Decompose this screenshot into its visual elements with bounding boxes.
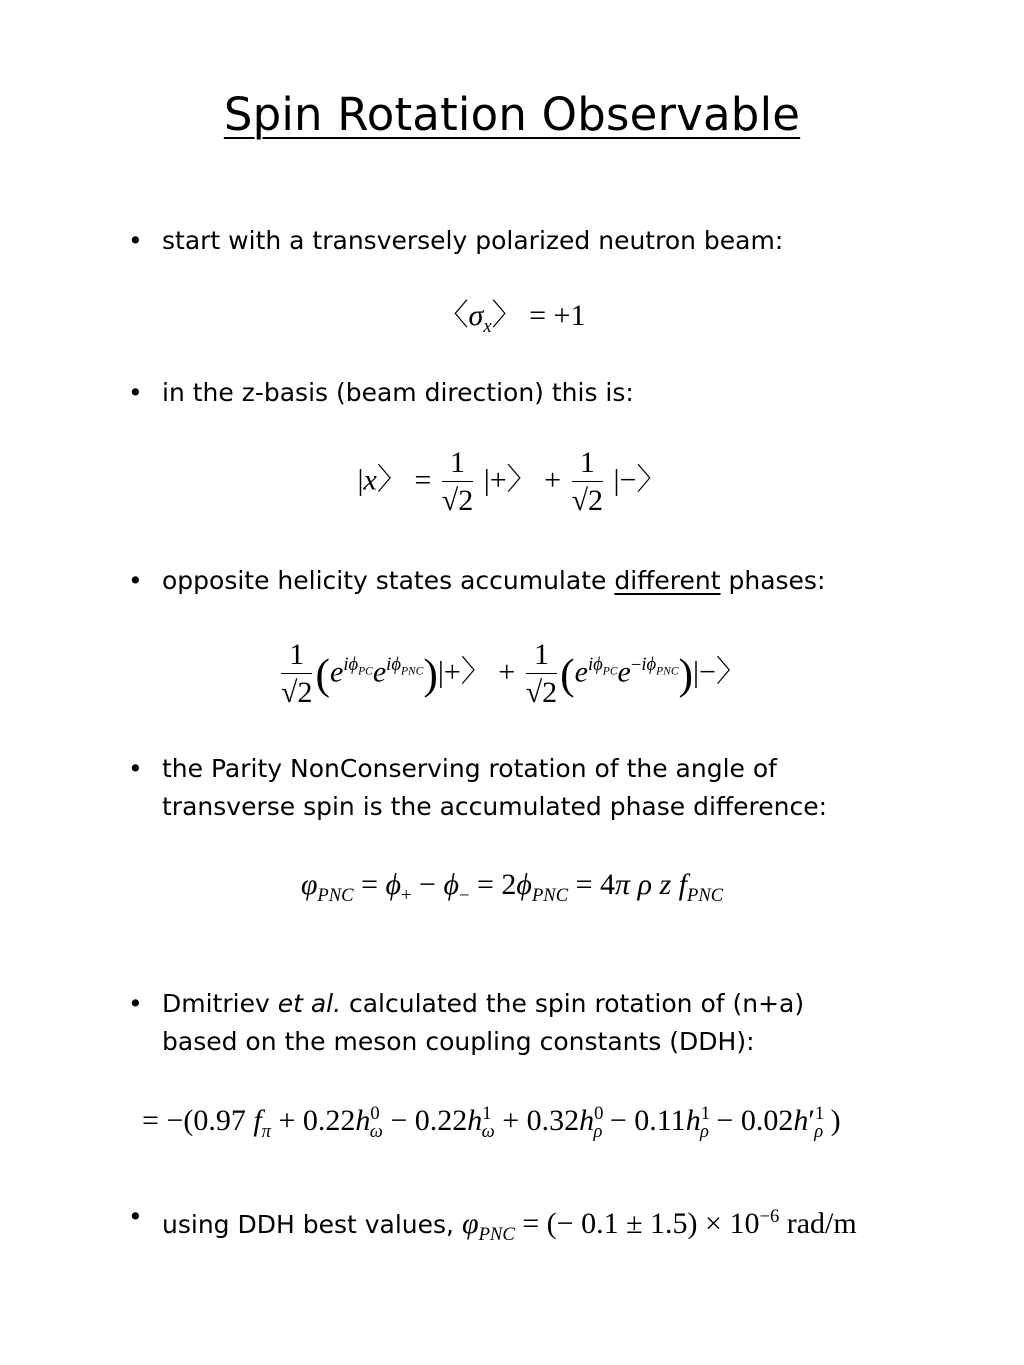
bullet-dot: • (128, 566, 143, 595)
bullet-text-line2: based on the meson coupling constants (DDH): (162, 1027, 755, 1056)
fraction: $\frac{1}{√2}$ (441, 446, 474, 517)
equation-helicity-phases: $\frac{1}{√2}$ $(e^{i\phi_{PC}}e^{i\phi_{PNC}})|+$〉 + $\frac{1}{√2}$ $(e^{i\phi_{PC}}e^{-i\phi_{PNC}})|-$〉 (0, 638, 1024, 711)
bullet-text-line2: transverse spin is the accumulated phase difference: (162, 792, 828, 821)
bullet-text: start with a transversely polarized neutron beam: (162, 226, 784, 255)
equation-sigma-x: 〈$\sigma_x$〉 = +1 (438, 299, 586, 337)
bullet-text: in the z-basis (beam direction) this is: (162, 378, 634, 407)
bullet-dot: • (128, 989, 143, 1018)
bullet-text-line1: the Parity NonConserving rotation of the angle of (162, 754, 777, 783)
bullet-dot: • (128, 226, 143, 255)
equation-sigma-x-rhs: = +1 (529, 299, 586, 332)
equation-ddh-best-value: $\varphi_{PNC}$ = (− $0.1 \pm 1.5) \times 10^{-6}$ rad/m (461, 1206, 857, 1245)
emphasis-different: different (614, 566, 721, 595)
fraction: $\frac{1}{√2}$ (525, 638, 558, 709)
bullet-text: using DDH best values, $\varphi_{PNC}$ = (− $0.1 \pm 1.5) \times 10^{-6}$ rad/m (162, 1206, 857, 1245)
equation-x-state: |x〉 = $\frac{1}{√2}$ |+〉 + $\frac{1}{√2}$ |−〉 (0, 446, 1024, 519)
bullet-dot: • (128, 1202, 143, 1231)
bullet-text-line1: Dmitriev et al. calculated the spin rotation of (n+a) (162, 989, 805, 1018)
bullet-dot: • (128, 378, 143, 407)
fraction: $\frac{1}{√2}$ (281, 638, 313, 709)
bullet-text: opposite helicity states accumulate different phases: (162, 566, 826, 595)
fraction: $\frac{1}{√2}$ (571, 446, 604, 517)
slide-title: Spin Rotation Observable (223, 88, 801, 141)
bullet-dot: • (128, 754, 143, 783)
equation-ddh-expression: = −(0.97 $f_\pi + 0.22h^0_\omega - 0.22h^1_\omega + 0.32h^0_\rho - 0.11h^1_\rho - 0.02h'^1_\rho$ ) (142, 1103, 841, 1142)
equation-pnc-rotation: $\varphi_{PNC} = \phi_+ - \phi_- = 2\phi_{PNC} = 4\pi$ ρ z $f_{PNC}$ (300, 868, 724, 906)
